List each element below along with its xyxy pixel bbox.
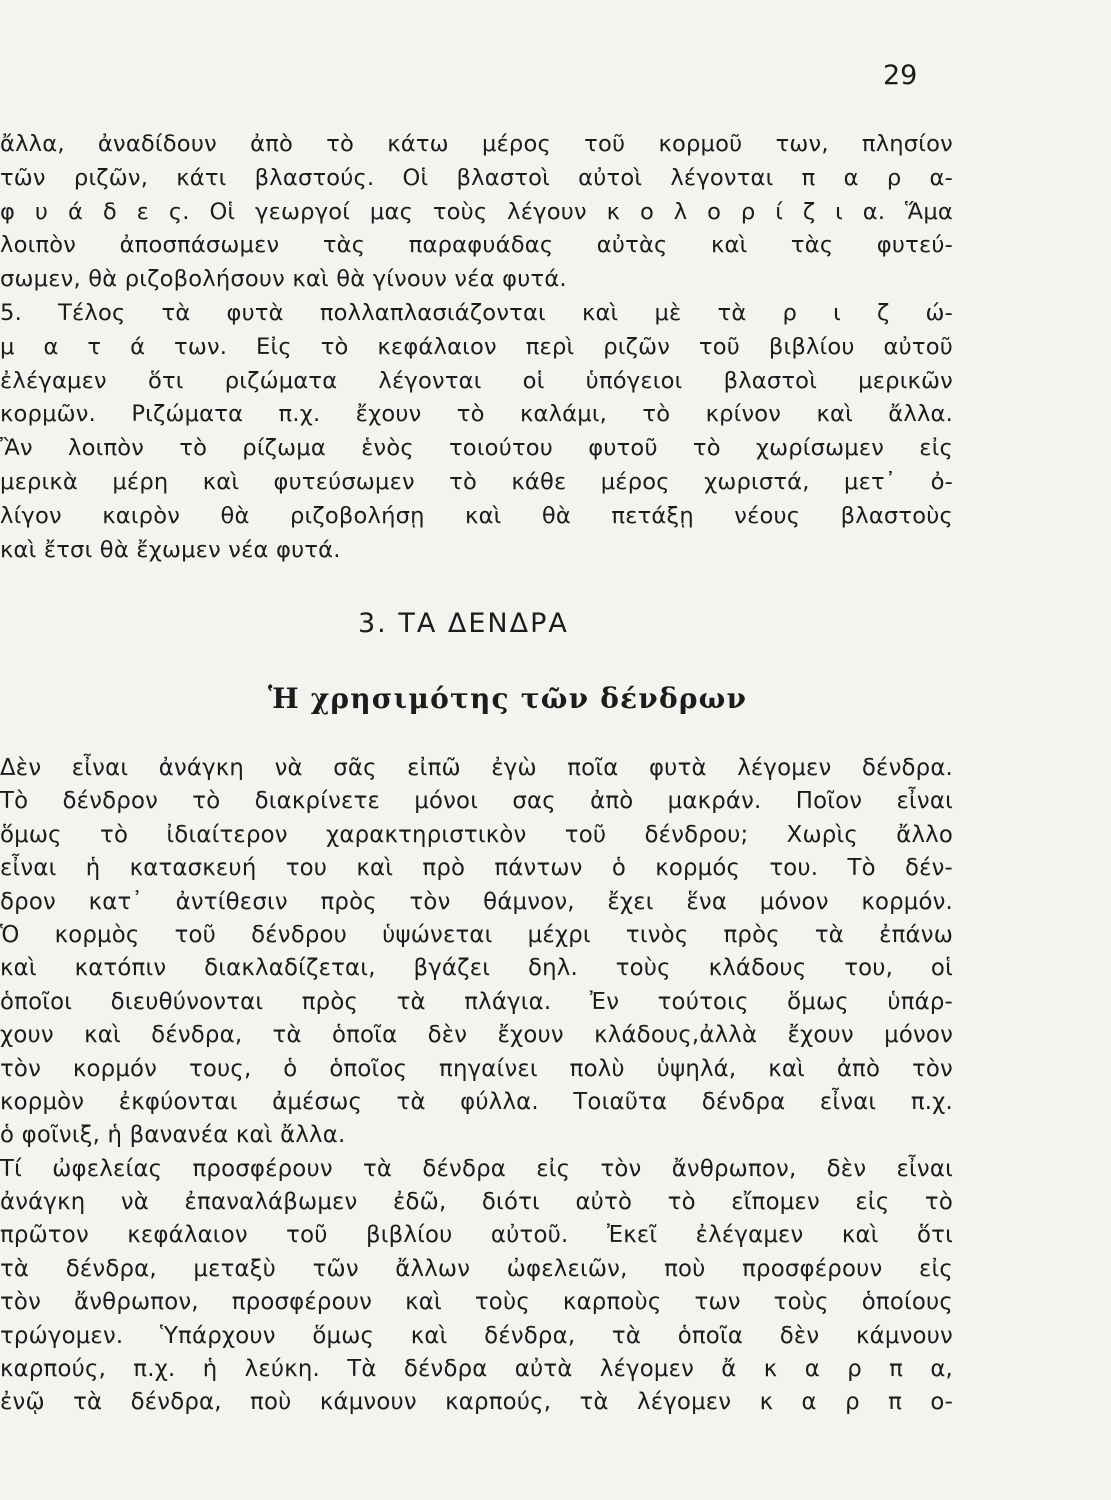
text-line: ἐλέγαμεν ὅτι ριζώματα λέγονται οἱ ὑπόγειοι βλαστοὶ μερικῶν	[0, 367, 953, 394]
text-line: τρώγομεν. Ὑπάρχουν ὅμως καὶ δένδρα, τὰ ὁποῖα δὲν κάμνουν	[0, 1322, 953, 1349]
section-title: 3. ΤΑ ΔΕΝΔΡΑ	[358, 608, 569, 639]
text-line: Ἂν λοιπὸν τὸ ρίζωμα ἑνὸς τοιούτου φυτοῦ τὸ χωρίσωμεν εἰς	[0, 435, 953, 462]
text-line: εἶναι ἡ κατασκευή του καὶ πρὸ πάντων ὁ κορμός του. Τὸ δέν-	[0, 855, 953, 882]
text-line: Δὲν εἶναι ἀνάγκη νὰ σᾶς εἰπῶ ἐγὼ ποῖα φυτὰ λέγομεν δένδρα.	[0, 755, 953, 781]
text-line: Τί ὠφελείας προσφέρουν τὰ δένδρα εἰς τὸν ἄνθρωπον, δὲν εἶναι	[0, 1155, 953, 1182]
text-line: ὁποῖοι διευθύνονται πρὸς τὰ πλάγια. Ἐν τούτοις ὅμως ὑπάρ-	[0, 988, 953, 1015]
text-line: ὁ φοῖνιξ, ἡ βανανέα καὶ ἄλλα.	[0, 1122, 346, 1149]
text-line: τὸν κορμόν τους, ὁ ὁποῖος πηγαίνει πολὺ ὑψηλά, καὶ ἀπὸ τὸν	[0, 1055, 953, 1082]
text-line: ἐνῷ τὰ δένδρα, ποὺ κάμνουν καρπούς, τὰ λέγομεν κ α ρ π ο-	[0, 1389, 953, 1416]
subsection-title: Ἡ χρησιμότης τῶν δένδρων	[268, 682, 748, 715]
text-line: καρπούς, π.χ. ἡ λεύκη. Τὰ δένδρα αὐτὰ λέγομεν ἄ κ α ρ π α,	[0, 1356, 953, 1383]
text-line: φ υ ά δ ε ς. Οἱ γεωργοί μας τοὺς λέγουν κ ο λ ο ρ ί ζ ι α. Ἅμα	[0, 198, 953, 225]
text-line: 5. Τέλος τὰ φυτὰ πολλαπλασιάζονται καὶ μὲ τὰ ρ ι ζ ώ-	[0, 299, 953, 326]
text-line: καὶ ἔτσι θὰ ἔχωμεν νέα φυτά.	[0, 536, 341, 563]
text-line: πρῶτον κεφάλαιον τοῦ βιβλίου αὐτοῦ. Ἐκεῖ ἐλέγαμεν καὶ ὅτι	[0, 1222, 953, 1249]
body-text-top	[0, 128, 953, 567]
text-line: Τὸ δένδρον τὸ διακρίνετε μόνοι σας ἀπὸ μακράν. Ποῖον εἶναι	[0, 788, 953, 815]
text-line: καὶ κατόπιν διακλαδίζεται, βγάζει δηλ. τοὺς κλάδους του, οἱ	[0, 955, 953, 982]
text-line: τῶν ριζῶν, κάτι βλαστούς. Οἱ βλαστοὶ αὐτοὶ λέγονται π α ρ α-	[0, 164, 953, 191]
text-line: μ α τ ά των. Εἰς τὸ κεφάλαιον περὶ ριζῶν τοῦ βιβλίου αὐτοῦ	[0, 333, 953, 360]
text-line: κορμὸν ἐκφύονται ἀμέσως τὰ φύλλα. Τοιαῦτα δένδρα εἶναι π.χ.	[0, 1088, 953, 1115]
text-line: Ὁ κορμὸς τοῦ δένδρου ὑψώνεται μέχρι τινὸς πρὸς τὰ ἐπάνω	[0, 921, 953, 948]
text-line: τὰ δένδρα, μεταξὺ τῶν ἄλλων ὠφελειῶν, ποὺ προσφέρουν εἰς	[0, 1255, 953, 1282]
text-line: δρον κατ᾿ ἀντίθεσιν πρὸς τὸν θάμνον, ἔχει ἕνα μόνον κορμόν.	[0, 888, 953, 915]
text-line: ὅμως τὸ ἰδιαίτερον χαρακτηριστικὸν τοῦ δένδρου; Χωρὶς ἄλλο	[0, 821, 953, 848]
body-text-bottom	[0, 752, 953, 1420]
page-number: 29	[883, 60, 918, 91]
text-line: κορμῶν. Ριζώματα π.χ. ἔχουν τὸ καλάμι, τὸ κρίνον καὶ ἄλλα.	[0, 401, 953, 428]
text-line: λοιπὸν ἀποσπάσωμεν τὰς παραφυάδας αὐτὰς καὶ τὰς φυτεύ-	[0, 232, 953, 259]
text-line: σωμεν, θὰ ριζοβολήσουν καὶ θὰ γίνουν νέα φυτά.	[0, 266, 567, 293]
text-line: ἀνάγκη νὰ ἐπαναλάβωμεν ἐδῶ, διότι αὐτὸ τὸ εἴπομεν εἰς τὸ	[0, 1189, 953, 1216]
text-line: τὸν ἄνθρωπον, προσφέρουν καὶ τοὺς καρποὺς των τοὺς ὁποίους	[0, 1289, 953, 1316]
text-line: ἄλλα, ἀναδίδουν ἀπὸ τὸ κάτω μέρος τοῦ κορμοῦ των, πλησίον	[0, 131, 953, 157]
text-line: λίγον καιρὸν θὰ ριζοβολήσῃ καὶ θὰ πετάξῃ νέους βλαστοὺς	[0, 502, 953, 529]
text-line: μερικὰ μέρη καὶ φυτεύσωμεν τὸ κάθε μέρος χωριστά, μετ᾿ ὀ-	[0, 468, 953, 495]
text-line: χουν καὶ δένδρα, τὰ ὁποῖα δὲν ἔχουν κλάδους,ἀλλὰ ἔχουν μόνον	[0, 1022, 953, 1049]
